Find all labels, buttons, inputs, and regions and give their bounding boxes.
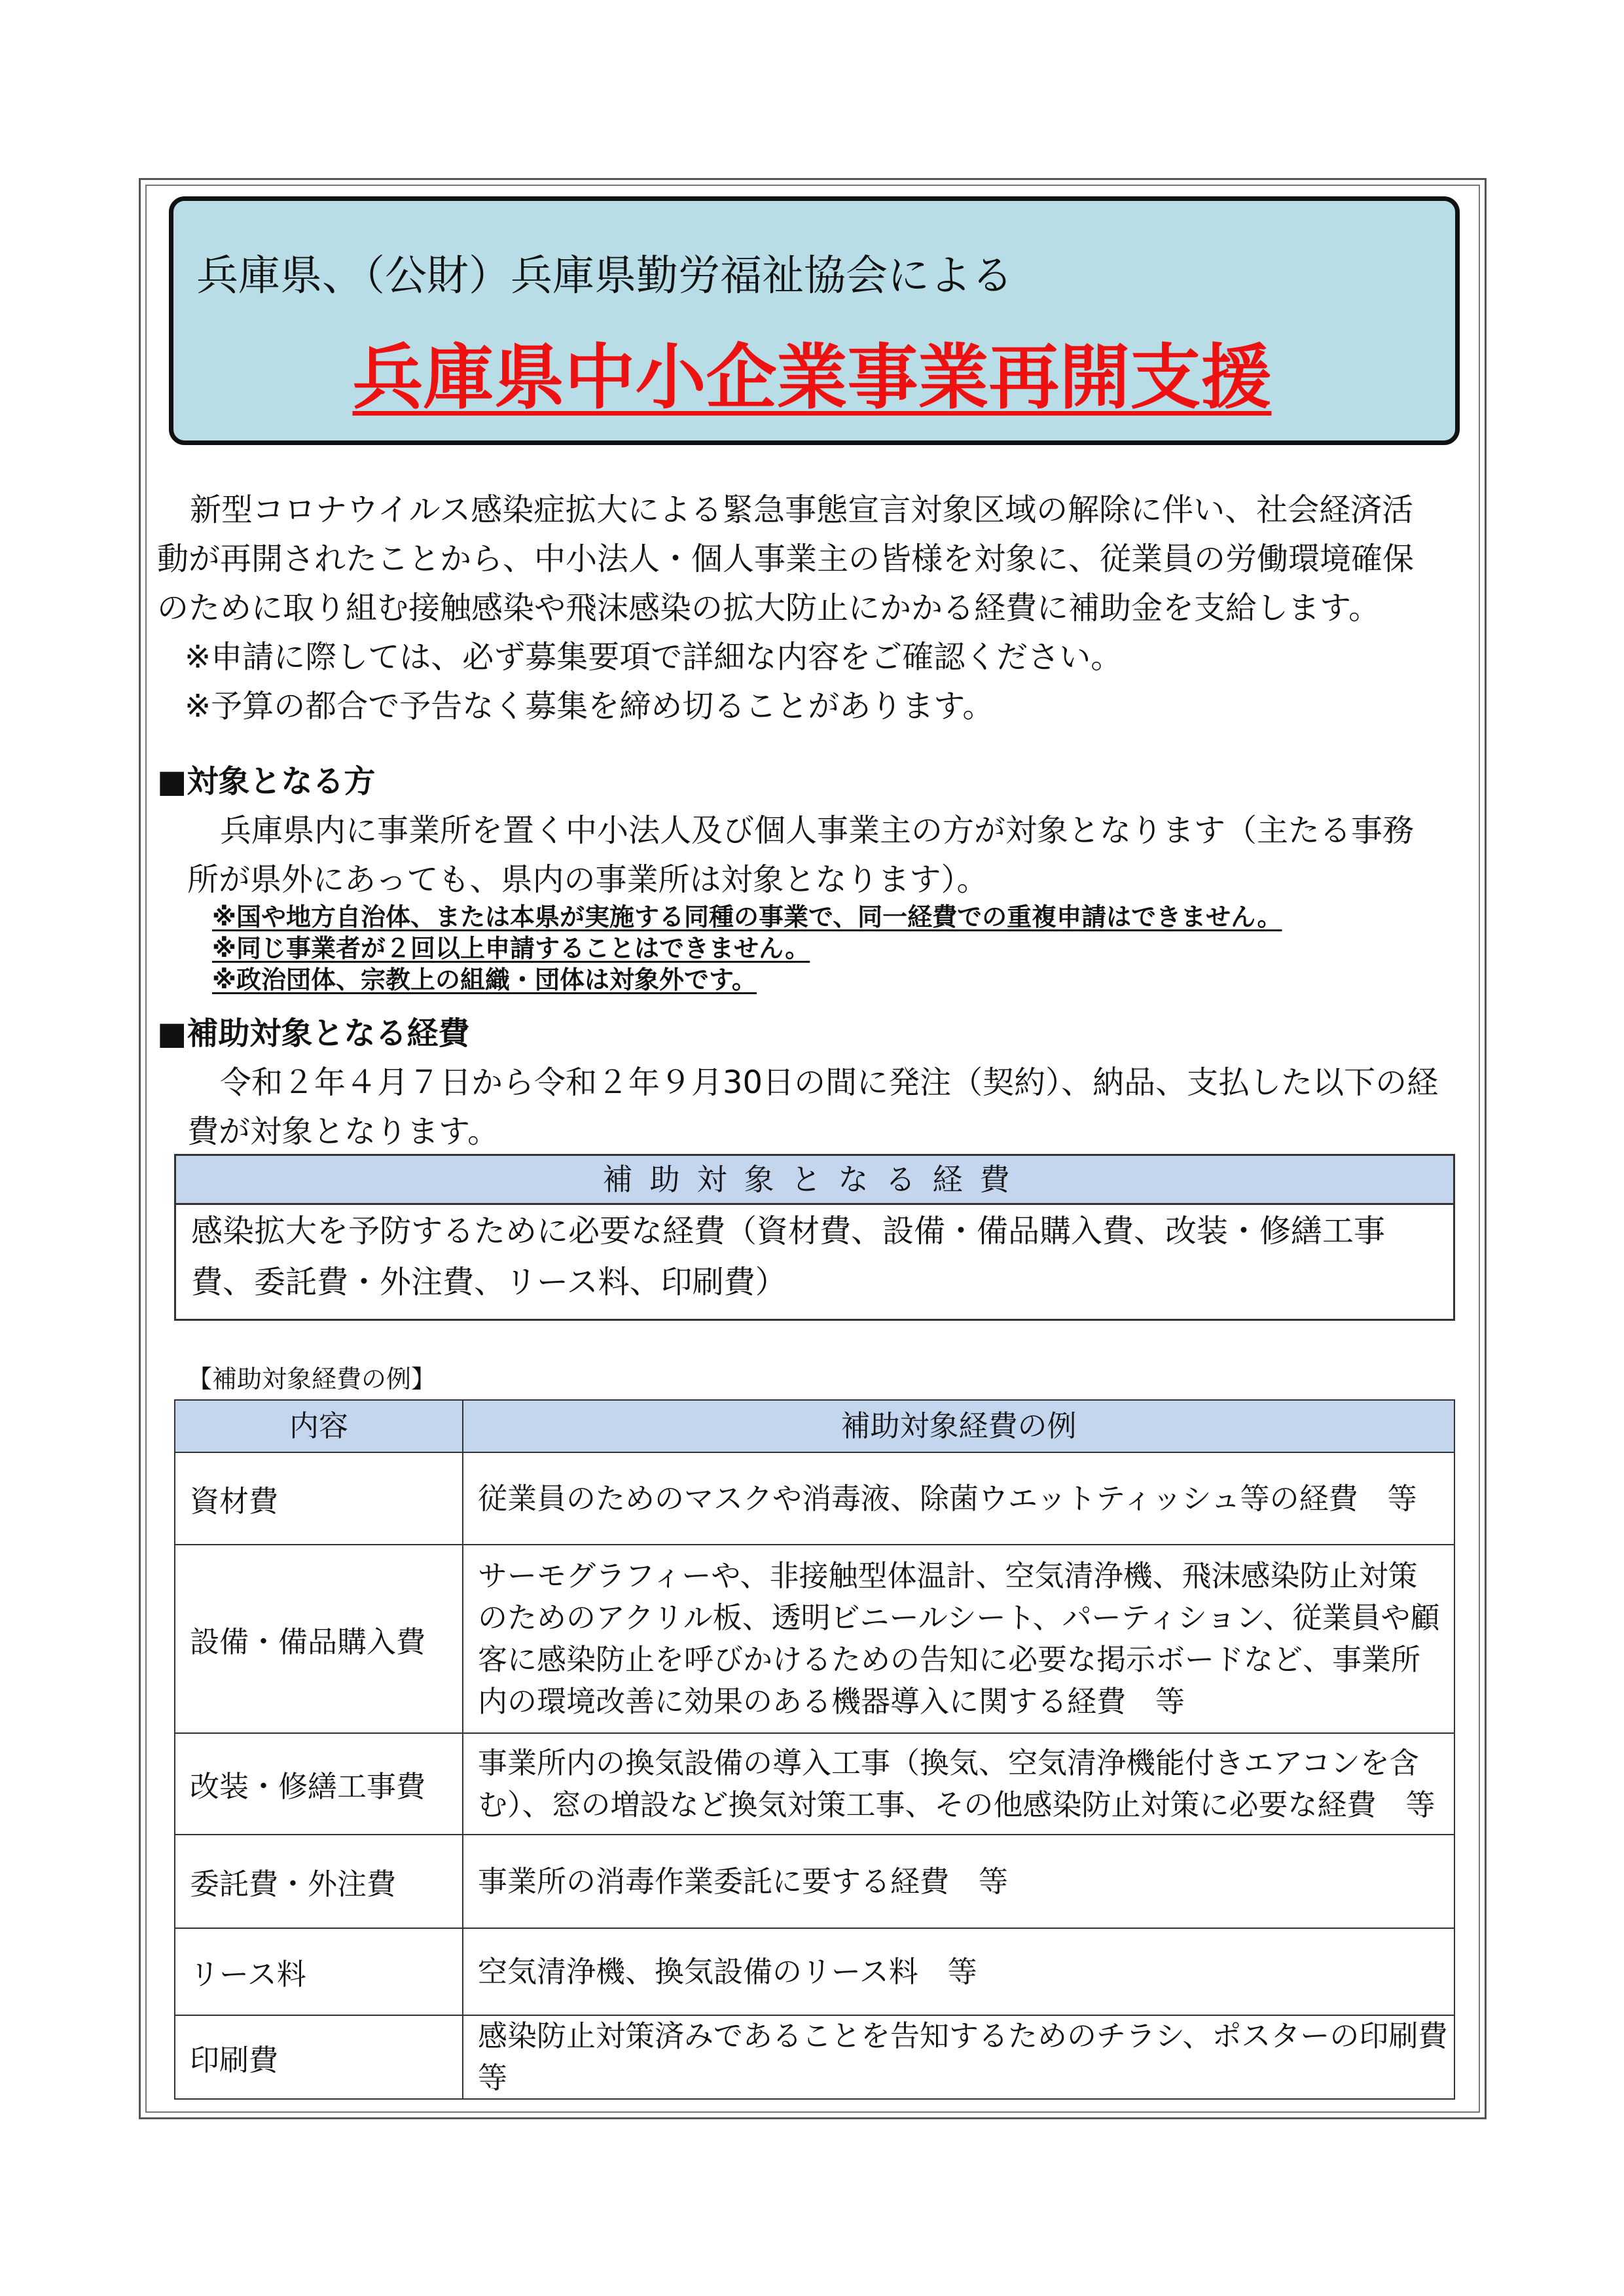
description-line: 事業所の消毒作業委託に要する経費 等 [478, 1863, 1009, 1899]
examples-table-caption: 【補助対象経費の例】 [187, 1365, 437, 1393]
column-header-examples: 補助対象経費の例 [462, 1399, 1455, 1453]
table-row-category: 印刷費 [174, 2015, 463, 2100]
expenses-line-1: 令和２年４月７日から令和２年９月30日の間に発注（契約）、納品、支払した以下の経 [220, 1064, 1439, 1101]
intro-note-1: ※申請に際しては、必ず募集要項で詳細な内容をご確認ください。 [185, 639, 1123, 675]
description-line: 従業員のためのマスクや消毒液、除菌ウエットティッシュ等の経費 等 [478, 1480, 1417, 1516]
column-header-content: 内容 [174, 1399, 463, 1453]
description-line: 事業所内の換気設備の導入工事（換気、空気清浄機能付きエアコンを含 [478, 1745, 1419, 1780]
intro-line-1: 新型コロナウイルス感染症拡大による緊急事態宣言対象区域の解除に伴い、社会経済活 [190, 492, 1414, 528]
target-note-2: ※同じ事業者が２回以上申請することはできません。 [212, 934, 810, 963]
table-row-description [462, 1544, 1455, 1734]
section-heading-target: ■対象となる方 [157, 763, 376, 800]
table-row-description [462, 2015, 1455, 2100]
expenses-line-2: 費が対象となります。 [187, 1113, 499, 1150]
target-note-3: ※政治団体、宗教上の組織・団体は対象外です。 [212, 965, 757, 994]
eligible-expenses-body [191, 1206, 1441, 1308]
table-row-category: 資材費 [174, 1452, 463, 1545]
description-line: む）、窓の増設など換気対策工事、その他感染防止対策に必要な経費 等 [478, 1787, 1435, 1822]
table-row-category: 改装・修繕工事費 [174, 1732, 463, 1835]
description-line: 内の環境改善に効果のある機器導入に関する経費 等 [478, 1684, 1185, 1719]
table-row-description [462, 1732, 1455, 1835]
description-line: のためのアクリル板、透明ビニールシート、パーティション、従業員や顧 [478, 1600, 1440, 1635]
eligible-expenses-header: 補助対象となる経費 [174, 1154, 1455, 1205]
table-row-description [462, 1452, 1455, 1545]
description-line: 感染防止対策済みであることを告知するためのチラシ、ポスターの印刷費 等 [478, 2018, 1448, 2095]
section-heading-expenses: ■補助対象となる経費 [157, 1015, 470, 1052]
intro-line-3: のために取り組む接触感染や飛沫感染の拡大防止にかかる経費に補助金を支給します。 [157, 590, 1380, 626]
intro-note-2: ※予算の都合で予告なく募集を締め切ることがあります。 [185, 688, 994, 725]
table-row-category: 設備・備品購入費 [174, 1544, 463, 1734]
description-line: 空気清浄機、換気設備のリース料 等 [478, 1954, 977, 1989]
table-row-description [462, 1834, 1455, 1929]
table-row-category: 委託費・外注費 [174, 1834, 463, 1929]
intro-line-2: 動が再開されたことから、中小法人・個人事業主の皆様を対象に、従業員の労働環境確保 [157, 541, 1415, 577]
target-note-1: ※国や地方自治体、または本県が実施する同種の事業で、同一経費での重複申請はできません。 [212, 903, 1282, 931]
eligible-expenses-line-1: 感染拡大を予防するために必要な経費（資材費、設備・備品購入費、改装・修繕工事 [191, 1213, 1386, 1249]
target-line-1: 兵庫県内に事業所を置く中小法人及び個人事業主の方が対象となります（主たる事務 [220, 812, 1415, 849]
target-line-2: 所が県外にあっても、県内の事業所は対象となります）。 [187, 861, 988, 898]
examples-table [174, 1399, 1455, 2100]
table-row-description [462, 1928, 1455, 2016]
table-row-category: リース料 [174, 1928, 463, 2016]
description-line: 客に感染防止を呼びかけるための告知に必要な掲示ボードなど、事業所 [478, 1642, 1421, 1677]
description-line: サーモグラフィーや、非接触型体温計、空気清浄機、飛沫感染防止対策 [478, 1558, 1418, 1593]
eligible-expenses-line-2: 費、委託費・外注費、リース料、印刷費） [191, 1264, 787, 1300]
title-subtitle: 兵庫県、（公財）兵庫県勤労福祉協会による [196, 252, 1013, 300]
page-title: 兵庫県中小企業事業再開支援 [352, 337, 1272, 419]
